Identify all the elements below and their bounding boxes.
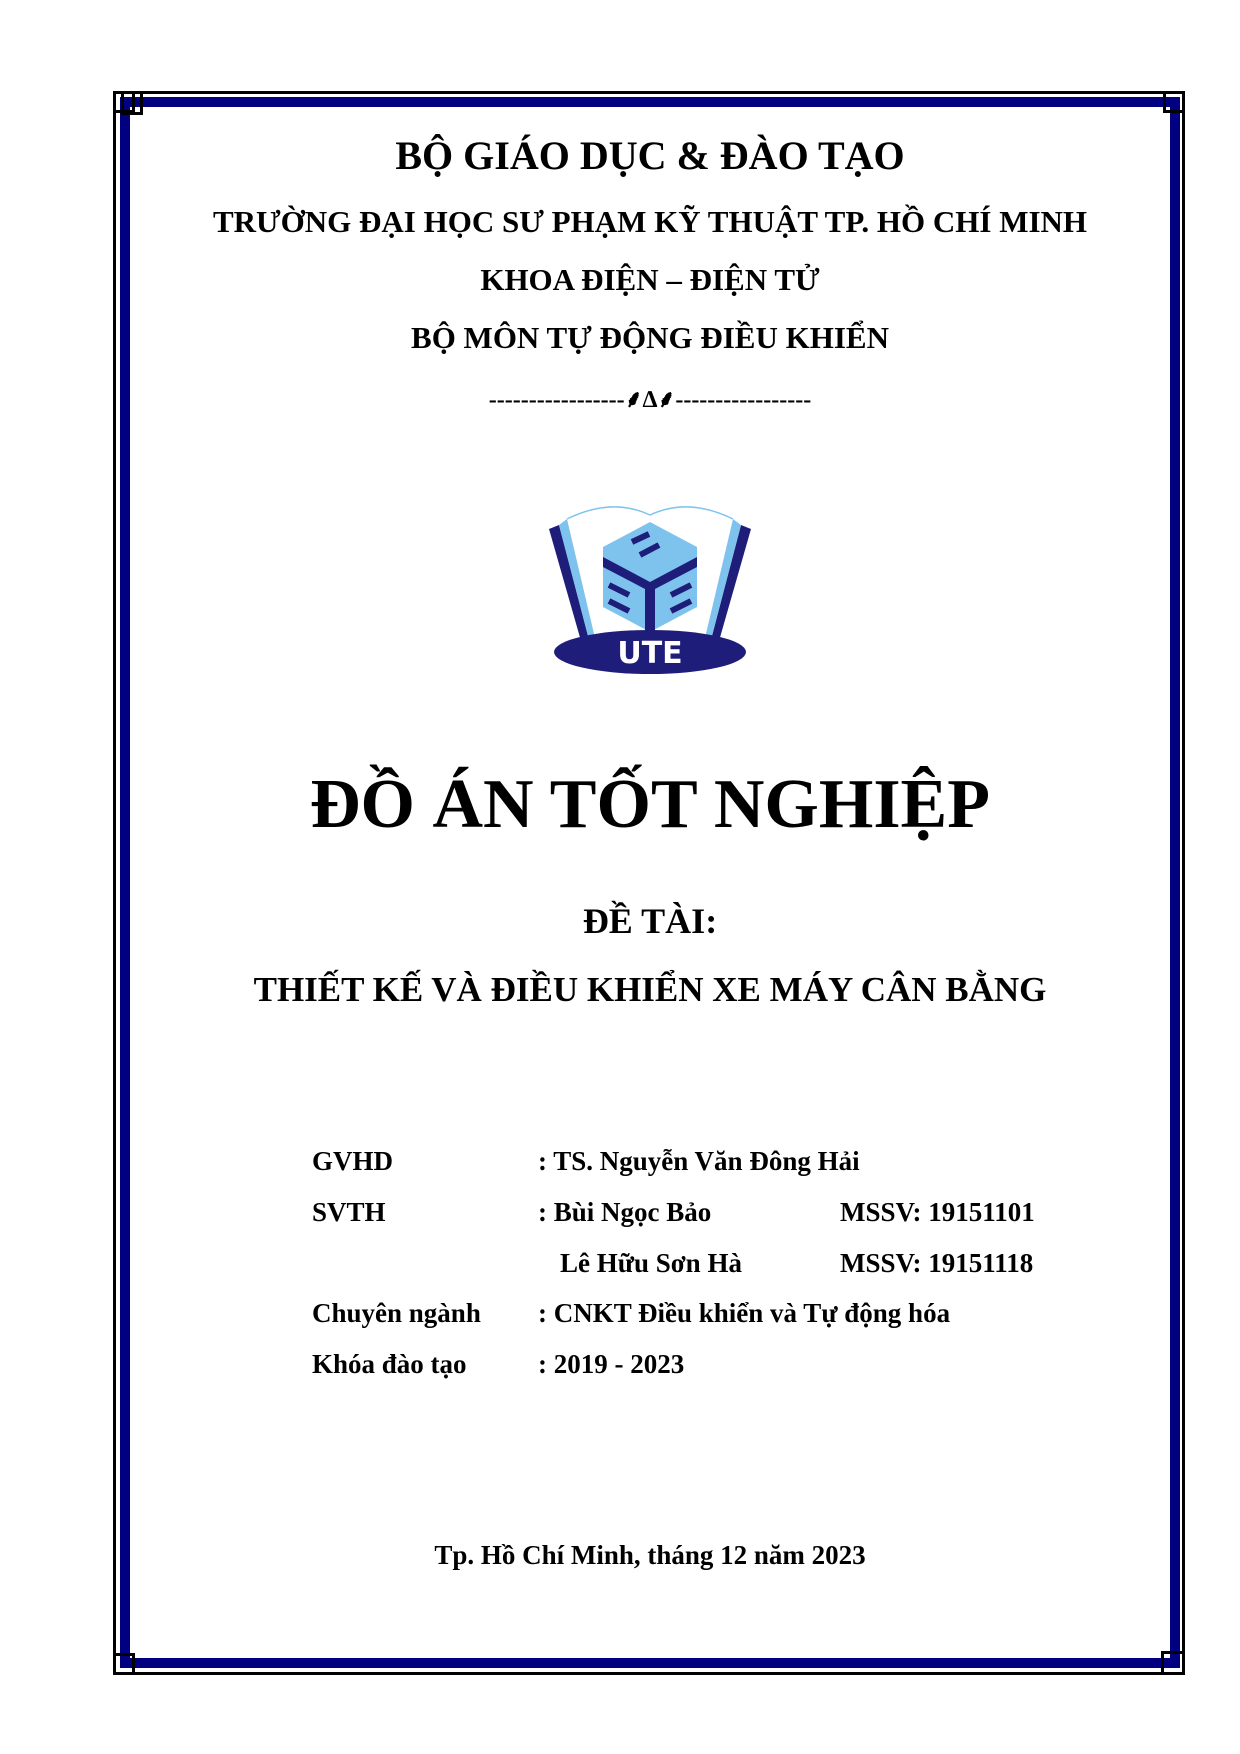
- student-name: : Bùi Ngọc Bảo: [538, 1197, 712, 1227]
- course-label: Khóa đào tạo: [312, 1349, 467, 1379]
- faculty-heading: KHOA ĐIỆN – ĐIỆN TỬ: [480, 262, 820, 297]
- place-date-footer: Tp. Hồ Chí Minh, tháng 12 năm 2023: [434, 1540, 866, 1570]
- university-heading: TRƯỜNG ĐẠI HỌC SƯ PHẠM KỸ THUẬT TP. HỒ CHÍ MINH: [212, 204, 1088, 239]
- advisor-label: GVHD: [312, 1146, 393, 1176]
- student-id: MSSV: 19151118: [840, 1248, 1034, 1278]
- corner-ornament: [1161, 1651, 1185, 1675]
- corner-ornament: [1163, 91, 1185, 113]
- corner-ornament: [121, 91, 143, 115]
- major-label: Chuyên ngành: [312, 1298, 481, 1328]
- corner-ornament: [113, 1653, 135, 1675]
- topic-title: THIẾT KẾ VÀ ĐIỀU KHIỂN XE MÁY CÂN BẰNG: [253, 970, 1047, 1009]
- document-title: ĐỒ ÁN TỐT NGHIỆP: [309, 766, 991, 843]
- student-name: Lê Hữu Sơn Hà: [560, 1248, 742, 1278]
- ute-logo: [537, 497, 763, 677]
- advisor-value: : TS. Nguyễn Văn Đông Hải: [538, 1146, 860, 1176]
- student-id: MSSV: 19151101: [840, 1197, 1035, 1227]
- ministry-heading: BỘ GIÁO DỤC & ĐÀO TẠO: [395, 133, 905, 178]
- department-heading: BỘ MÔN TỰ ĐỘNG ĐIỀU KHIỂN: [411, 320, 889, 355]
- students-label: SVTH: [312, 1197, 386, 1227]
- ornamental-divider: -----------------⸙∆⸙-----------------: [488, 387, 812, 413]
- logo-text: UTE: [617, 636, 683, 671]
- major-value: : CNKT Điều khiển và Tự động hóa: [538, 1298, 951, 1328]
- course-value: : 2019 - 2023: [538, 1349, 685, 1379]
- topic-label: ĐỀ TÀI:: [582, 901, 718, 941]
